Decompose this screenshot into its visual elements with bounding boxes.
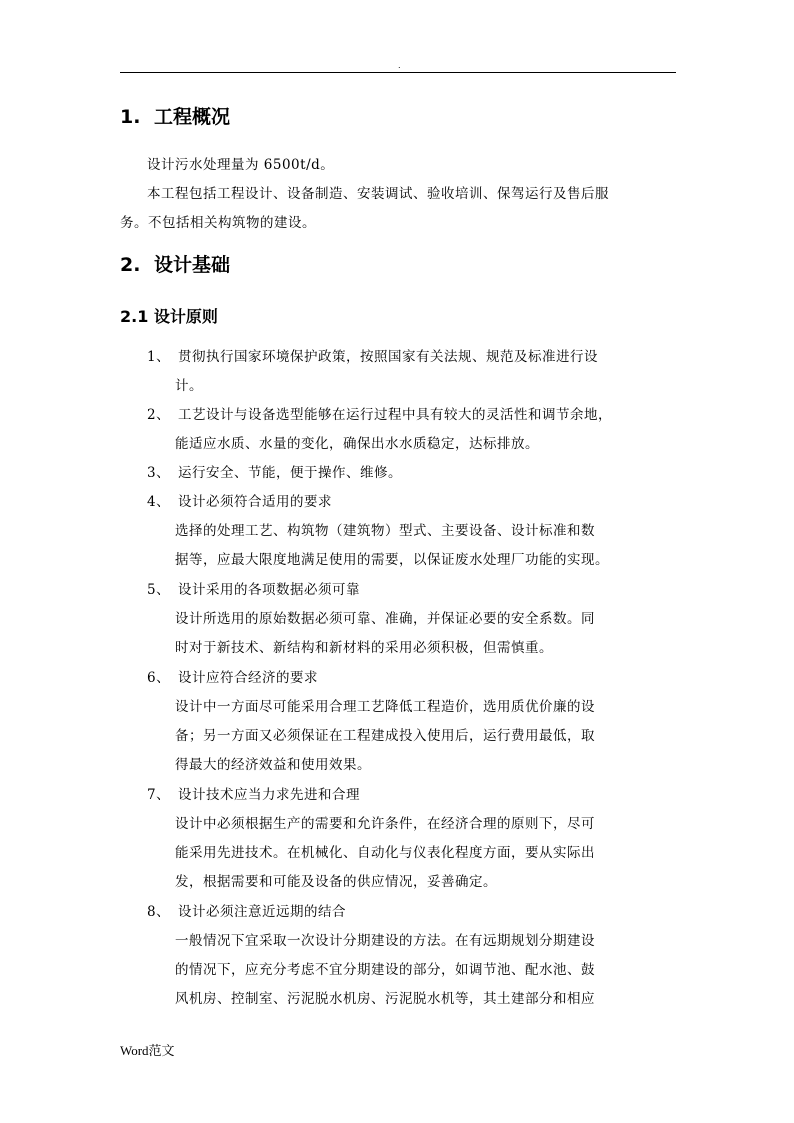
footer-label: Word范文 bbox=[120, 1043, 175, 1058]
subsection-2-1-heading bbox=[120, 306, 218, 328]
section-title: 工程概况 bbox=[154, 106, 231, 128]
item-number: 2、 bbox=[147, 407, 171, 423]
list-item bbox=[147, 347, 598, 367]
list-item bbox=[147, 492, 332, 512]
item-text: 设计采用的各项数据必须可靠 bbox=[178, 582, 360, 598]
list-item bbox=[147, 580, 360, 600]
subsection-number: 2.1 bbox=[120, 307, 149, 326]
header-rule bbox=[120, 72, 676, 73]
item-text: 一般情况下宜采取一次设计分期建设的方法。在有远期规划分期建设 bbox=[175, 933, 595, 949]
list-item bbox=[147, 668, 318, 688]
item-number: 4、 bbox=[147, 494, 171, 510]
section-title: 设计基础 bbox=[154, 254, 231, 276]
list-item bbox=[147, 785, 360, 805]
list-item bbox=[147, 405, 612, 425]
paragraph: 设计污水处理量为 6500t/d。 bbox=[147, 157, 335, 173]
item-text: 设计必须注意近远期的结合 bbox=[178, 904, 346, 920]
paragraph-continued: 务。不包括相关构筑物的建设。 bbox=[120, 215, 316, 231]
item-number: 1、 bbox=[147, 349, 171, 365]
item-text: 设计所选用的原始数据必须可靠、准确，并保证必要的安全系数。同 bbox=[175, 611, 595, 627]
item-text: 计。 bbox=[175, 378, 203, 394]
item-text: 据等，应最大限度地满足使用的需要，以保证废水处理厂功能的实现。 bbox=[175, 552, 609, 568]
list-item bbox=[147, 463, 402, 483]
subsection-title: 设计原则 bbox=[153, 307, 218, 326]
item-text: 设计技术应当力求先进和合理 bbox=[178, 787, 360, 803]
item-text: 设计必须符合适用的要求 bbox=[178, 494, 332, 510]
item-text: 能适应水质、水量的变化，确保出水水质稳定，达标排放。 bbox=[175, 436, 539, 452]
item-number: 3、 bbox=[147, 465, 171, 481]
item-text: 能采用先进技术。在机械化、自动化与仪表化程度方面，要从实际出 bbox=[175, 845, 595, 861]
item-text: 设计中一方面尽可能采用合理工艺降低工程造价，选用质优价廉的设 bbox=[175, 699, 595, 715]
item-text: 备；另一方面又必须保证在工程建成投入使用后，运行费用最低，取 bbox=[175, 728, 595, 744]
item-number: 6、 bbox=[147, 670, 171, 686]
section-number: 2. bbox=[120, 254, 141, 276]
section-1-heading bbox=[120, 104, 230, 130]
section-number: 1. bbox=[120, 106, 141, 128]
item-text: 得最大的经济效益和使用效果。 bbox=[175, 757, 371, 773]
item-text: 设计应符合经济的要求 bbox=[178, 670, 318, 686]
section-2-heading bbox=[120, 252, 230, 278]
item-text: 选择的处理工艺、构筑物（建筑物）型式、主要设备、设计标准和数 bbox=[175, 523, 595, 539]
item-text: 贯彻执行国家环境保护政策，按照国家有关法规、规范及标准进行设 bbox=[178, 349, 598, 365]
item-text: 的情况下，应充分考虑不宜分期建设的部分，如调节池、配水池、鼓 bbox=[175, 962, 595, 978]
item-text: 工艺设计与设备选型能够在运行过程中具有较大的灵活性和调节余地， bbox=[178, 407, 612, 423]
paragraph: 本工程包括工程设计、设备制造、安装调试、验收培训、保驾运行及售后服 bbox=[147, 186, 609, 202]
item-number: 7、 bbox=[147, 787, 171, 803]
item-text: 发，根据需要和可能及设备的供应情况，妥善确定。 bbox=[175, 874, 497, 890]
header-mark: . bbox=[398, 61, 401, 70]
item-text: 风机房、控制室、污泥脱水机房、污泥脱水机等，其土建部分和相应 bbox=[175, 991, 595, 1007]
item-number: 5、 bbox=[147, 582, 171, 598]
item-text: 设计中必须根据生产的需要和允许条件，在经济合理的原则下，尽可 bbox=[175, 816, 595, 832]
item-text: 运行安全、节能，便于操作、维修。 bbox=[178, 465, 402, 481]
item-text: 时对于新技术、新结构和新材料的采用必须积极，但需慎重。 bbox=[175, 640, 553, 656]
item-number: 8、 bbox=[147, 904, 171, 920]
list-item bbox=[147, 902, 346, 922]
